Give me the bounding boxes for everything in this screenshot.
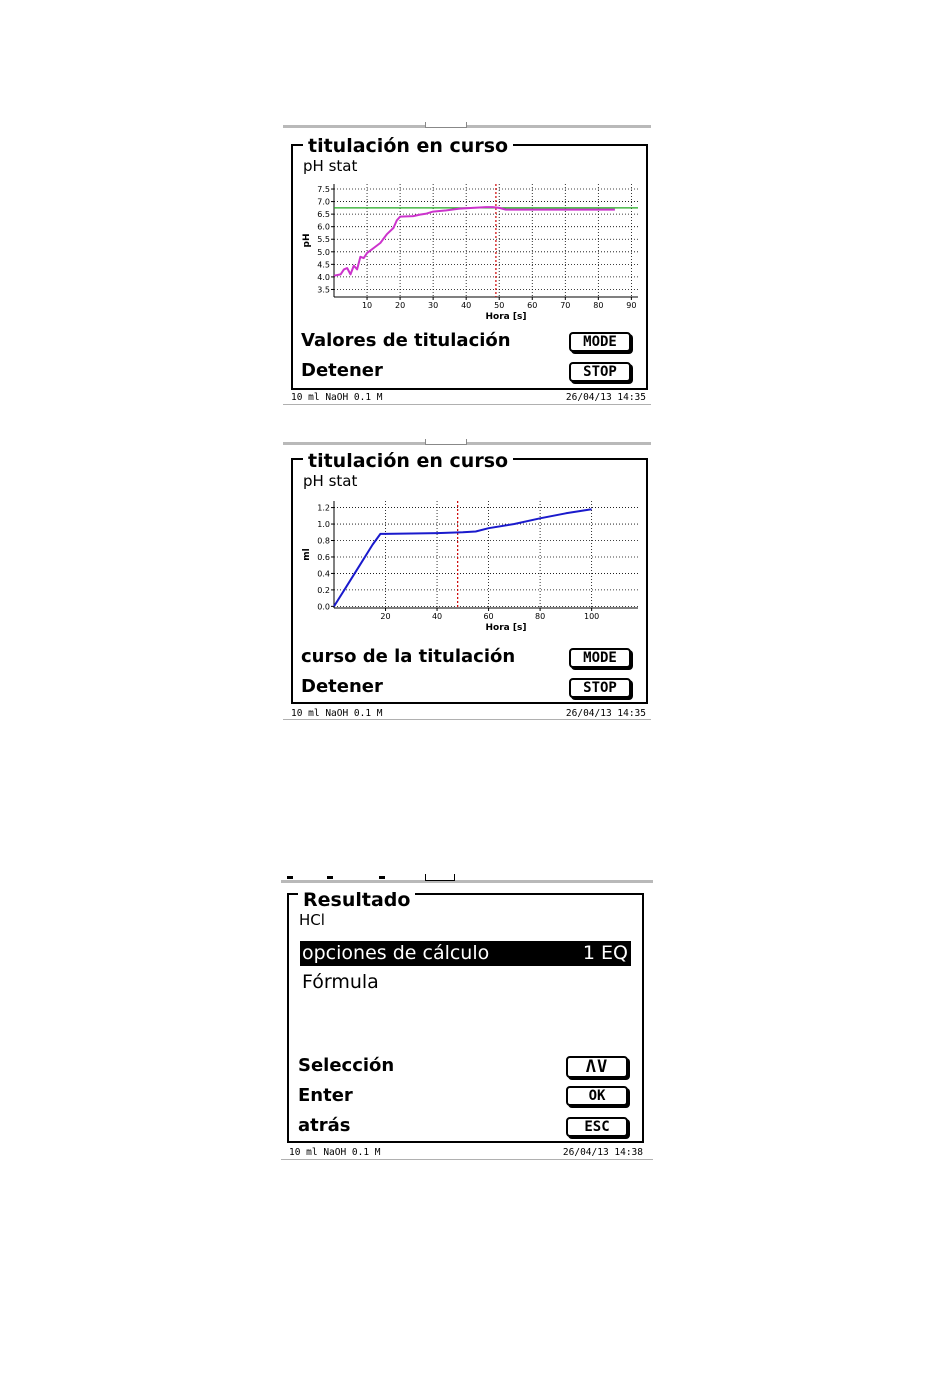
esc-button[interactable]: ESC — [566, 1117, 628, 1137]
x-tick-label: 100 — [583, 612, 600, 621]
screen-top-ticks — [287, 876, 487, 880]
selection-label: Selección — [298, 1055, 395, 1076]
status-divider — [281, 1159, 653, 1160]
y-tick-label: 0.0 — [317, 602, 330, 612]
y-tick-label: 5.0 — [317, 247, 330, 257]
titration-course-label: curso de la titulación — [301, 646, 516, 667]
x-tick-label: 40 — [431, 612, 443, 621]
datetime-status: 26/04/13 14:35 — [565, 392, 646, 403]
y-tick-label: 4.0 — [317, 272, 330, 282]
y-tick-label: 4.5 — [317, 260, 330, 270]
x-tick-label: 40 — [461, 301, 472, 310]
x-tick-label: 10 — [361, 301, 373, 310]
x-tick-label: 20 — [394, 301, 406, 310]
y-tick-label: 0.6 — [317, 552, 330, 562]
x-tick-label: 80 — [535, 612, 546, 621]
titration-values-label: Valores de titulación — [301, 330, 511, 351]
calc-options-item[interactable] — [300, 941, 631, 966]
y-tick-label: 5.5 — [317, 235, 330, 245]
x-tick-label: 20 — [380, 612, 391, 621]
series-line — [334, 509, 592, 606]
x-tick-label: 50 — [494, 301, 505, 310]
x-tick-label: 90 — [626, 301, 637, 310]
volume-chart — [283, 494, 651, 642]
mode-button[interactable]: MODE — [569, 648, 631, 668]
status-divider — [283, 719, 651, 720]
y-tick-label: 7.5 — [317, 185, 330, 195]
screen-top-bar — [283, 442, 651, 445]
screen-top-notch — [425, 439, 467, 445]
x-tick-label: 30 — [428, 301, 439, 310]
titration-screen-volume — [283, 442, 651, 720]
screen-subtitle: HCl — [299, 911, 325, 929]
calc-options-label: opciones de cálculo — [302, 942, 490, 964]
back-label: atrás — [298, 1115, 351, 1136]
y-tick-label: 0.8 — [317, 536, 330, 546]
formula-item[interactable]: Fórmula — [302, 971, 379, 993]
screen-title: titulación en curso — [303, 136, 513, 156]
datetime-status: 26/04/13 14:38 — [562, 1147, 643, 1158]
x-tick-label: 70 — [560, 301, 571, 310]
screen-title: Resultado — [298, 890, 415, 910]
status-divider — [283, 404, 651, 405]
series-line — [334, 207, 615, 276]
stop-button[interactable]: STOP — [569, 678, 631, 698]
stop-button[interactable]: STOP — [569, 362, 631, 382]
reagent-status: 10 ml NaOH 0.1 M — [291, 708, 383, 719]
y-axis-label: pH — [302, 233, 312, 248]
ph-chart — [283, 177, 651, 327]
up-down-button[interactable]: ΛV — [566, 1056, 628, 1078]
stop-label: Detener — [301, 676, 383, 697]
enter-label: Enter — [298, 1085, 353, 1106]
stop-label: Detener — [301, 360, 383, 381]
mode-button[interactable]: MODE — [569, 332, 631, 352]
x-axis-label: Hora [s] — [485, 623, 527, 633]
y-tick-label: 1.2 — [317, 503, 330, 513]
screen-top-bar — [281, 880, 653, 883]
y-tick-label: 6.0 — [317, 222, 330, 232]
screen-title: titulación en curso — [303, 451, 513, 471]
calc-options-value: 1 EQ — [582, 942, 628, 964]
y-tick-label: 3.5 — [317, 285, 330, 295]
screen-subtitle: pH stat — [303, 157, 358, 175]
screen-top-notch — [425, 122, 467, 128]
x-tick-label: 80 — [593, 301, 604, 310]
titration-screen-ph — [283, 125, 651, 405]
y-tick-label: 7.0 — [317, 197, 330, 207]
datetime-status: 26/04/13 14:35 — [565, 708, 646, 719]
y-tick-label: 6.5 — [317, 210, 330, 220]
x-axis-label: Hora [s] — [485, 312, 527, 322]
y-tick-label: 0.4 — [317, 569, 330, 579]
y-tick-label: 0.2 — [317, 585, 330, 595]
reagent-status: 10 ml NaOH 0.1 M — [289, 1147, 381, 1158]
y-tick-label: 1.0 — [317, 520, 330, 530]
result-screen — [281, 876, 653, 1160]
x-tick-label: 60 — [527, 301, 538, 310]
screen-top-bar — [283, 125, 651, 128]
x-tick-label: 60 — [483, 612, 494, 621]
y-axis-label: ml — [302, 548, 312, 561]
ok-button[interactable]: OK — [566, 1086, 628, 1106]
screen-subtitle: pH stat — [303, 472, 358, 490]
reagent-status: 10 ml NaOH 0.1 M — [291, 392, 383, 403]
